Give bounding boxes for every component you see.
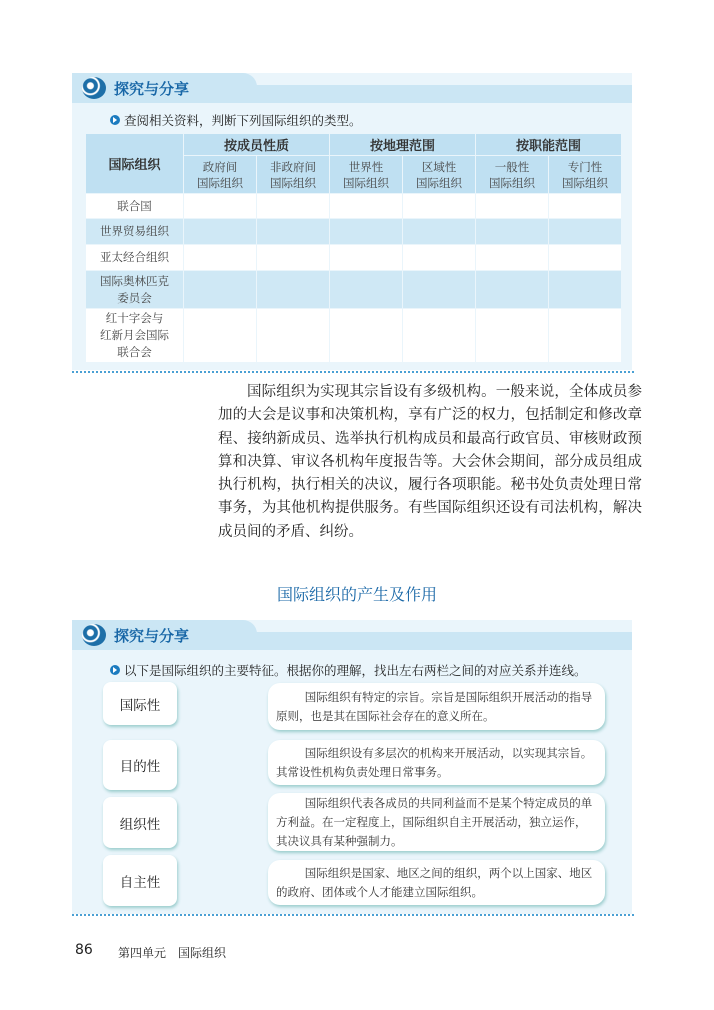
answer-cell[interactable] bbox=[403, 194, 476, 219]
card-title: 探究与分享 bbox=[114, 79, 190, 98]
subcolumn-header-line: 国际组织 bbox=[416, 175, 462, 190]
table-row bbox=[86, 271, 622, 309]
organization-name-line: 联合会 bbox=[117, 345, 152, 359]
instruction-text: 查阅相关资料，判断下列国际组织的类型。 bbox=[124, 113, 362, 128]
answer-cell[interactable] bbox=[549, 271, 622, 309]
card-header bbox=[72, 73, 257, 103]
answer-cell[interactable] bbox=[330, 245, 403, 271]
answer-cell[interactable] bbox=[184, 219, 257, 245]
organization-name-line: 世界贸易组织 bbox=[100, 224, 169, 238]
section-title: 国际组织的产生及作用 bbox=[276, 585, 437, 604]
arrow-bullet-icon bbox=[110, 665, 120, 675]
subcolumn-header bbox=[184, 156, 257, 194]
explore-share-card-2 bbox=[72, 620, 632, 914]
answer-cell[interactable] bbox=[184, 271, 257, 309]
answer-cell[interactable] bbox=[257, 309, 330, 363]
molecule-icon bbox=[82, 624, 106, 646]
answer-cell[interactable] bbox=[403, 309, 476, 363]
answer-cell[interactable] bbox=[257, 245, 330, 271]
instruction-text: 以下是国际组织的主要特征。根据你的理解，找出左右两栏之间的对应关系并连线。 bbox=[124, 663, 587, 678]
subcolumn-header-line: 一般性 bbox=[494, 159, 530, 174]
answer-cell[interactable] bbox=[476, 245, 549, 271]
description-box[interactable]: 国际组织是国家、地区之间的组织，两个以上国家、地区的政府、团体或个人才能建立国际组织。 bbox=[268, 860, 605, 905]
subcolumn-header-line: 国际组织 bbox=[343, 175, 389, 190]
subcolumn-header-line: 世界性 bbox=[348, 159, 384, 174]
subcolumn-header bbox=[330, 156, 403, 194]
feature-box[interactable]: 国际性 bbox=[103, 682, 177, 725]
subcolumn-header-line: 非政府间 bbox=[270, 159, 316, 174]
group-header: 按成员性质 bbox=[184, 134, 330, 156]
description-box[interactable]: 国际组织设有多层次的机构来开展活动，以实现其宗旨。其常设性机构负责处理日常事务。 bbox=[268, 740, 605, 785]
table-row bbox=[86, 309, 622, 363]
subcolumn-header-line: 国际组织 bbox=[270, 175, 316, 190]
subcolumn-header-line: 政府间 bbox=[202, 159, 238, 174]
organization-name-line: 红十字会与 bbox=[105, 311, 164, 325]
molecule-icon bbox=[82, 77, 106, 99]
subcolumn-header-line: 国际组织 bbox=[562, 175, 608, 190]
group-header: 按职能范围 bbox=[476, 134, 622, 156]
table-row bbox=[86, 219, 622, 245]
subcolumn-header-line: 专门性 bbox=[567, 159, 603, 174]
feature-box[interactable]: 组织性 bbox=[103, 797, 177, 848]
answer-cell[interactable] bbox=[476, 219, 549, 245]
description-box[interactable]: 国际组织有特定的宗旨。宗旨是国际组织开展活动的指导原则，也是其在国际社会存在的意义所在。 bbox=[268, 683, 605, 730]
subcolumn-header bbox=[549, 156, 622, 194]
subcolumn-header-line: 国际组织 bbox=[489, 175, 535, 190]
classification-table bbox=[85, 133, 622, 363]
answer-cell[interactable] bbox=[330, 219, 403, 245]
organization-name-line: 国际奥林匹克 bbox=[100, 273, 169, 288]
answer-cell[interactable] bbox=[476, 194, 549, 219]
answer-cell[interactable] bbox=[184, 194, 257, 219]
body-paragraph: 国际组织为实现其宗旨设有多级机构。一般来说，全体成员参加的大会是议事和决策机构，享有广泛的权力，包括制定和修改章程、接纳新成员、选举执行机构成员和最高行政官员、审核财政预算和决算、审议各机构年度报告等。大会休会期间，部分成员组成执行机构，执行相关的决议，履行各项职能。秘书处负责处理日常事务，为其他机构提供服务。有些国际组织还设有司法机构，解决成员间的矛盾、纠纷。 bbox=[218, 384, 642, 540]
organization-name-line: 红新月会国际 bbox=[100, 328, 169, 342]
explore-share-card-1 bbox=[72, 73, 632, 370]
subcolumn-header bbox=[476, 156, 549, 194]
answer-cell[interactable] bbox=[184, 245, 257, 271]
card-header bbox=[72, 620, 257, 650]
answer-cell[interactable] bbox=[403, 219, 476, 245]
answer-cell[interactable] bbox=[403, 245, 476, 271]
answer-cell[interactable] bbox=[549, 219, 622, 245]
card-title: 探究与分享 bbox=[114, 626, 190, 645]
answer-cell[interactable] bbox=[549, 245, 622, 271]
instruction bbox=[110, 111, 362, 129]
answer-cell[interactable] bbox=[476, 271, 549, 309]
unit-title: 第四单元 国际组织 bbox=[118, 946, 227, 960]
table-row bbox=[86, 194, 622, 219]
organization-name-line: 委员会 bbox=[117, 290, 152, 305]
answer-cell[interactable] bbox=[330, 271, 403, 309]
answer-cell[interactable] bbox=[549, 194, 622, 219]
subcolumn-header-line: 区域性 bbox=[421, 159, 457, 174]
row-header: 国际组织 bbox=[86, 134, 184, 194]
answer-cell[interactable] bbox=[184, 309, 257, 363]
dotted-divider bbox=[72, 914, 634, 916]
answer-cell[interactable] bbox=[257, 271, 330, 309]
organization-name-line: 亚太经合组织 bbox=[100, 250, 169, 264]
organization-name bbox=[86, 194, 184, 219]
answer-cell[interactable] bbox=[330, 309, 403, 363]
organization-name bbox=[86, 271, 184, 309]
answer-cell[interactable] bbox=[330, 194, 403, 219]
answer-cell[interactable] bbox=[476, 309, 549, 363]
arrow-bullet-icon bbox=[110, 115, 120, 125]
page-number: 86 bbox=[75, 942, 93, 958]
organization-name bbox=[86, 245, 184, 271]
organization-name-line: 联合国 bbox=[117, 198, 152, 213]
answer-cell[interactable] bbox=[549, 309, 622, 363]
organization-name bbox=[86, 219, 184, 245]
answer-cell[interactable] bbox=[257, 194, 330, 219]
answer-cell[interactable] bbox=[257, 219, 330, 245]
answer-cell[interactable] bbox=[403, 271, 476, 309]
organization-name bbox=[86, 309, 184, 363]
feature-box[interactable]: 目的性 bbox=[103, 740, 177, 790]
dotted-divider bbox=[72, 371, 634, 373]
table-row bbox=[86, 245, 622, 271]
feature-box[interactable]: 自主性 bbox=[103, 855, 177, 906]
subcolumn-header bbox=[403, 156, 476, 194]
description-box[interactable]: 国际组织代表各成员的共同利益而不是某个特定成员的单方利益。在一定程度上，国际组织自主开展活动，独立运作，其决议具有某种强制力。 bbox=[268, 793, 605, 851]
subcolumn-header bbox=[257, 156, 330, 194]
group-header: 按地理范围 bbox=[330, 134, 476, 156]
subcolumn-header-line: 国际组织 bbox=[197, 175, 243, 190]
instruction bbox=[110, 661, 587, 679]
